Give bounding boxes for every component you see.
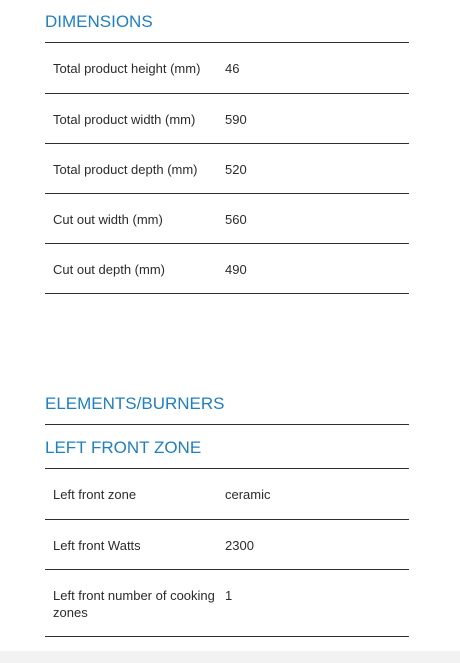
table-row	[45, 469, 409, 519]
spec-value: 590	[225, 93, 409, 143]
bottom-scroll-strip	[0, 651, 460, 663]
spec-label: Total product height (mm)	[45, 43, 225, 93]
spec-label: Total product width (mm)	[45, 93, 225, 143]
table-row	[45, 143, 409, 193]
table-row	[45, 243, 409, 293]
spec-label: Total product depth (mm)	[45, 143, 225, 193]
table-row	[45, 569, 409, 636]
spec-value: 46	[225, 43, 409, 93]
table-row	[45, 93, 409, 143]
table-row	[45, 519, 409, 569]
spec-label: Left front Watts	[45, 519, 225, 569]
elements-divider	[45, 424, 409, 425]
elements-burners-heading: ELEMENTS/BURNERS	[45, 394, 225, 413]
spec-value: 520	[225, 143, 409, 193]
spec-label: Cut out depth (mm)	[45, 243, 225, 293]
table-row	[45, 193, 409, 243]
dimensions-table	[45, 43, 409, 294]
spec-label: Cut out width (mm)	[45, 193, 225, 243]
spec-value: 1	[225, 569, 409, 636]
left-front-zone-heading: LEFT FRONT ZONE	[45, 438, 202, 457]
spec-value: 490	[225, 243, 409, 293]
dimensions-heading: DIMENSIONS	[45, 12, 153, 31]
table-row	[45, 43, 409, 93]
spec-value: ceramic	[225, 469, 409, 519]
spec-value: 560	[225, 193, 409, 243]
spec-label: Left front zone	[45, 469, 225, 519]
spec-value: 2300	[225, 519, 409, 569]
spec-label: Left front number of cooking zones	[45, 569, 225, 636]
left-front-zone-table	[45, 469, 409, 637]
